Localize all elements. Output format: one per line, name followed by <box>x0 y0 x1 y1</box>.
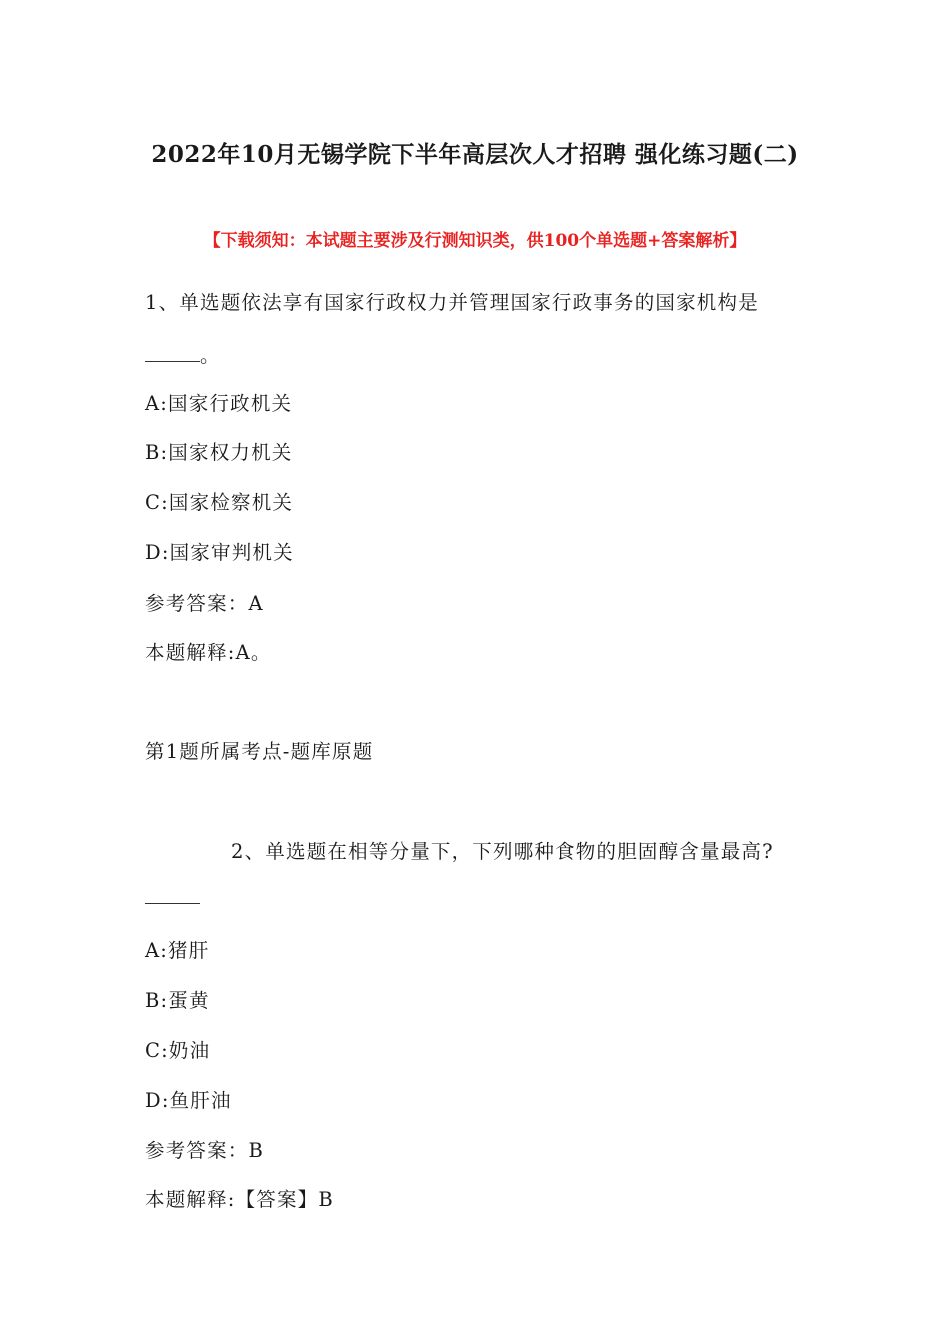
document-title: 2022年10月无锡学院下半年高层次人才招聘 强化练习题(二) <box>151 141 799 168</box>
question-1-option-c: C:国家检察机关 <box>145 491 294 514</box>
question-1-option-d: D:国家审判机关 <box>145 541 294 564</box>
question-1-explanation: 本题解释:A。 <box>145 641 272 664</box>
question-1-option-a: A:国家行政机关 <box>145 392 293 415</box>
question-1-topic: 第1题所属考点-题库原题 <box>145 740 374 763</box>
question-2-blank-line <box>145 886 200 909</box>
download-notice: 【下载须知：本试题主要涉及行测知识类，供100个单选题+答案解析】 <box>203 231 747 251</box>
question-1-answer: 参考答案：A <box>145 592 264 615</box>
answer-blank <box>145 361 200 362</box>
question-2-option-c: C:奶油 <box>145 1039 211 1062</box>
question-1-blank-line <box>145 340 221 368</box>
question-2-explanation: 本题解释:【答案】B <box>145 1188 334 1211</box>
question-2-answer: 参考答案：B <box>145 1139 265 1162</box>
question-1-stem: 1、单选题依法享有国家行政权力并管理国家行政事务的国家机构是 <box>145 291 759 314</box>
question-2-option-b: B:蛋黄 <box>145 989 210 1012</box>
question-1-stem-tail: 。 <box>200 344 221 367</box>
question-2-stem: 2、单选题在相等分量下，下列哪种食物的胆固醇含量最高? <box>231 840 774 863</box>
question-2-option-d: D:鱼肝油 <box>145 1089 232 1112</box>
question-1-option-b: B:国家权力机关 <box>145 441 293 464</box>
question-2-option-a: A:猪肝 <box>145 939 210 962</box>
answer-blank <box>145 903 200 904</box>
